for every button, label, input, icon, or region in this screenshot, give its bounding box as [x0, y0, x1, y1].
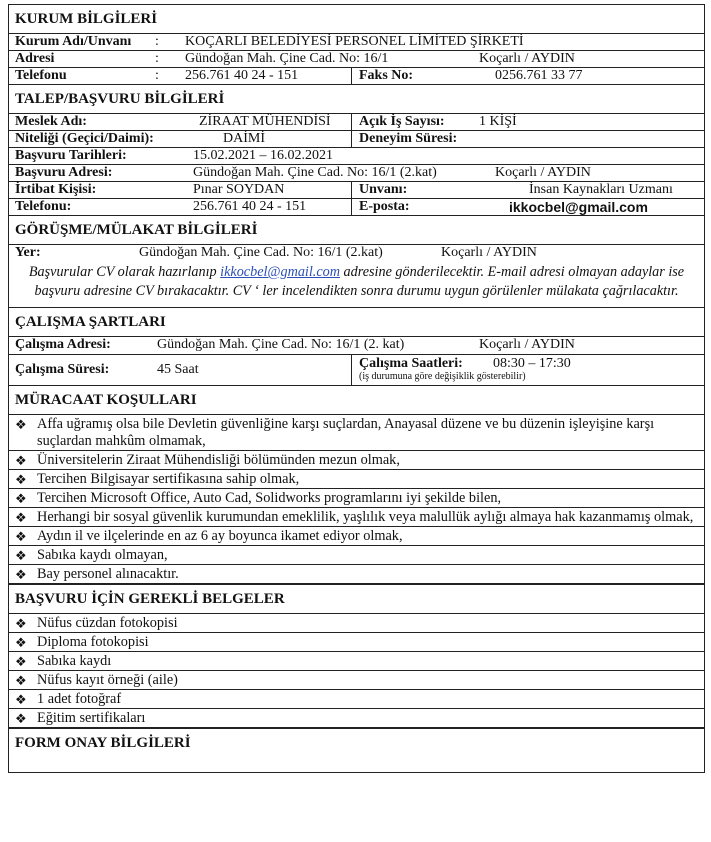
- talep-phone-value: 256.761 40 24 - 151: [193, 199, 307, 214]
- divider: [351, 114, 352, 130]
- basvuru-adres-city: Koçarlı / AYDIN: [495, 165, 591, 180]
- bullet-icon: ❖: [15, 548, 27, 563]
- list-item: [9, 633, 704, 652]
- list-item: [9, 614, 704, 633]
- belgeler-list: [9, 614, 704, 728]
- list-item-text: 1 adet fotoğraf: [37, 691, 122, 707]
- meslek-row: [9, 114, 704, 131]
- list-item-text: Diploma fotokopisi: [37, 634, 149, 650]
- section-title-muracaat: MÜRACAAT KOŞULLARI: [9, 385, 704, 415]
- tarih-value: 15.02.2021 – 16.02.2021: [193, 148, 333, 163]
- acik-is-value: 1 KİŞİ: [479, 114, 517, 129]
- kurum-name-label: Kurum Adı/Unvanı: [15, 34, 132, 49]
- kurum-name-value: KOÇARLI BELEDİYESİ PERSONEL LİMİTED ŞİRKETİ: [185, 34, 524, 49]
- calisma-sure-value: 45 Saat: [157, 362, 199, 377]
- kurum-fax-label: Faks No:: [359, 68, 414, 83]
- yer-value: Gündoğan Mah. Çine Cad. No: 16/1 (2.kat): [139, 245, 383, 260]
- bullet-icon: ❖: [15, 510, 27, 525]
- section-title-calisma: ÇALIŞMA ŞARTLARI: [9, 307, 704, 337]
- bullet-icon: ❖: [15, 567, 27, 582]
- calisma-sure-label: Çalışma Süresi:: [15, 362, 110, 377]
- list-item: [9, 565, 704, 584]
- bullet-icon: ❖: [15, 654, 27, 669]
- list-item-text: Sabıka kaydı olmayan,: [37, 547, 168, 563]
- calisma-saat-value: 08:30 – 17:30: [493, 356, 571, 371]
- list-item: [9, 709, 704, 728]
- kurum-phone-label: Telefonu: [15, 68, 67, 83]
- calisma-saat-note: (iş durumuna göre değişiklik gösterebilir): [359, 371, 526, 382]
- basvuru-adres-value: Gündoğan Mah. Çine Cad. No: 16/1 (2.kat): [193, 165, 437, 180]
- nitelik-value: DAİMİ: [223, 131, 265, 146]
- section-title-form-onay: FORM ONAY BİLGİLERİ: [9, 728, 704, 772]
- muracaat-list: [9, 415, 704, 584]
- list-item-text: Tercihen Microsoft Office, Auto Cad, Solidworks programlarını iyi şekilde bilen,: [37, 490, 502, 506]
- tarih-label: Başvuru Tarihleri:: [15, 148, 127, 163]
- nitelik-row: [9, 131, 704, 148]
- list-item-text: Affa uğramış olsa bile Devletin güvenliğine karşı suçlardan, Anayasal düzene ve bu düzenin işleyişine karşı suçlardan mahkûm olmamak,: [37, 416, 655, 449]
- bullet-icon: ❖: [15, 635, 27, 650]
- yer-label: Yer:: [15, 245, 41, 260]
- bullet-icon: ❖: [15, 453, 27, 468]
- divider: [351, 182, 352, 198]
- list-item: [9, 508, 704, 527]
- section-title-kurum: KURUM BİLGİLERİ: [9, 5, 704, 34]
- list-item-text: Nüfus kayıt örneği (aile): [37, 672, 178, 688]
- list-item: [9, 451, 704, 470]
- bullet-icon: ❖: [15, 472, 27, 487]
- list-item: [9, 652, 704, 671]
- list-item: [9, 489, 704, 508]
- meslek-value: ZİRAAT MÜHENDİSİ: [199, 114, 331, 129]
- bullet-icon: ❖: [15, 673, 27, 688]
- acik-is-label: Açık İş Sayısı:: [359, 114, 445, 129]
- yer-row: [9, 245, 704, 261]
- kurum-address-value: Gündoğan Mah. Çine Cad. No: 16/1: [185, 51, 389, 66]
- list-item-text: Aydın il ve ilçelerinde en az 6 ay boyunca ikamet ediyor olmak,: [37, 528, 403, 544]
- calisma-adres-city: Koçarlı / AYDIN: [479, 337, 575, 352]
- eposta-label: E-posta:: [359, 199, 410, 214]
- list-item: [9, 415, 704, 451]
- kurum-name-row: [9, 34, 704, 51]
- list-item: [9, 546, 704, 565]
- kurum-phone-row: [9, 68, 704, 84]
- calisma-sure-row: [9, 355, 704, 385]
- section-title-belgeler: BAŞVURU İÇİN GEREKLİ BELGELER: [9, 584, 704, 614]
- calisma-adres-label: Çalışma Adresi:: [15, 337, 111, 352]
- divider: [351, 355, 352, 385]
- kurum-phone-value: 256.761 40 24 - 151: [185, 68, 299, 83]
- talep-phone-label: Telefonu:: [15, 199, 72, 214]
- list-item-text: Eğitim sertifikaları: [37, 710, 146, 726]
- list-item: [9, 690, 704, 709]
- list-item-text: Bay personel alınacaktır.: [37, 566, 179, 582]
- calisma-adres-value: Gündoğan Mah. Çine Cad. No: 16/1 (2. kat): [157, 337, 405, 352]
- list-item-text: Nüfus cüzdan fotokopisi: [37, 615, 178, 631]
- deneyim-label: Deneyim Süresi:: [359, 131, 458, 146]
- application-note: [9, 261, 704, 307]
- eposta-value: ikkocbel@gmail.com: [509, 199, 648, 215]
- meslek-label: Meslek Adı:: [15, 114, 87, 129]
- irtibat-label: İrtibat Kişisi:: [15, 182, 97, 197]
- list-item-text: Üniversitelerin Ziraat Mühendisliği bölümünden mezun olmak,: [37, 452, 400, 468]
- list-item-text: Tercihen Bilgisayar sertifikasına sahip olmak,: [37, 471, 300, 487]
- nitelik-label: Niteliği (Geçici/Daimi):: [15, 131, 154, 146]
- unvan-label: Unvanı:: [359, 182, 408, 197]
- talep-phone-row: [9, 199, 704, 215]
- list-item: [9, 527, 704, 546]
- list-item: [9, 671, 704, 690]
- yer-city: Koçarlı / AYDIN: [441, 245, 537, 260]
- email-link[interactable]: ikkocbel@gmail.com: [220, 264, 340, 280]
- bullet-icon: ❖: [15, 711, 27, 726]
- list-item-text: Sabıka kaydı: [37, 653, 112, 669]
- tarih-row: [9, 148, 704, 165]
- job-posting-form: [8, 4, 705, 773]
- bullet-icon: ❖: [15, 692, 27, 707]
- colon: :: [155, 51, 159, 66]
- divider: [351, 68, 352, 84]
- bullet-icon: ❖: [15, 529, 27, 544]
- calisma-adres-row: [9, 337, 704, 355]
- section-title-gorusme: GÖRÜŞME/MÜLAKAT BİLGİLERİ: [9, 215, 704, 245]
- kurum-address-row: [9, 51, 704, 68]
- basvuru-adres-row: [9, 165, 704, 182]
- kurum-address-label: Adresi: [15, 51, 55, 66]
- basvuru-adres-label: Başvuru Adresi:: [15, 165, 113, 180]
- note-text-a: Başvurular CV olarak hazırlanıp: [28, 264, 221, 280]
- irtibat-value: Pınar SOYDAN: [193, 182, 285, 197]
- irtibat-row: [9, 182, 704, 199]
- bullet-icon: ❖: [15, 417, 27, 432]
- unvan-value: İnsan Kaynakları Uzmanı: [529, 182, 673, 197]
- calisma-saat-label: Çalışma Saatleri:: [359, 356, 463, 371]
- kurum-address-city: Koçarlı / AYDIN: [479, 51, 575, 66]
- colon: :: [155, 34, 159, 49]
- divider: [351, 199, 352, 215]
- note-text-b: adresine gönderilecektir. E-mail adresi olmayan adaylar ise başvuru adresine CV bırakacaktır. CV ‘ ler incelendikten sonra durumu uygun görülenler mülakata çağrılacaktır.: [34, 264, 685, 299]
- list-item: [9, 470, 704, 489]
- kurum-fax-value: 0256.761 33 77: [495, 68, 583, 83]
- divider: [351, 131, 352, 147]
- list-item-text: Herhangi bir sosyal güvenlik kurumundan emeklilik, yaşlılık veya malullük aylığı almaya hak kazanmamış olmak,: [37, 509, 694, 525]
- bullet-icon: ❖: [15, 491, 27, 506]
- colon: :: [155, 68, 159, 83]
- section-title-talep: TALEP/BAŞVURU BİLGİLERİ: [9, 84, 704, 114]
- bullet-icon: ❖: [15, 616, 27, 631]
